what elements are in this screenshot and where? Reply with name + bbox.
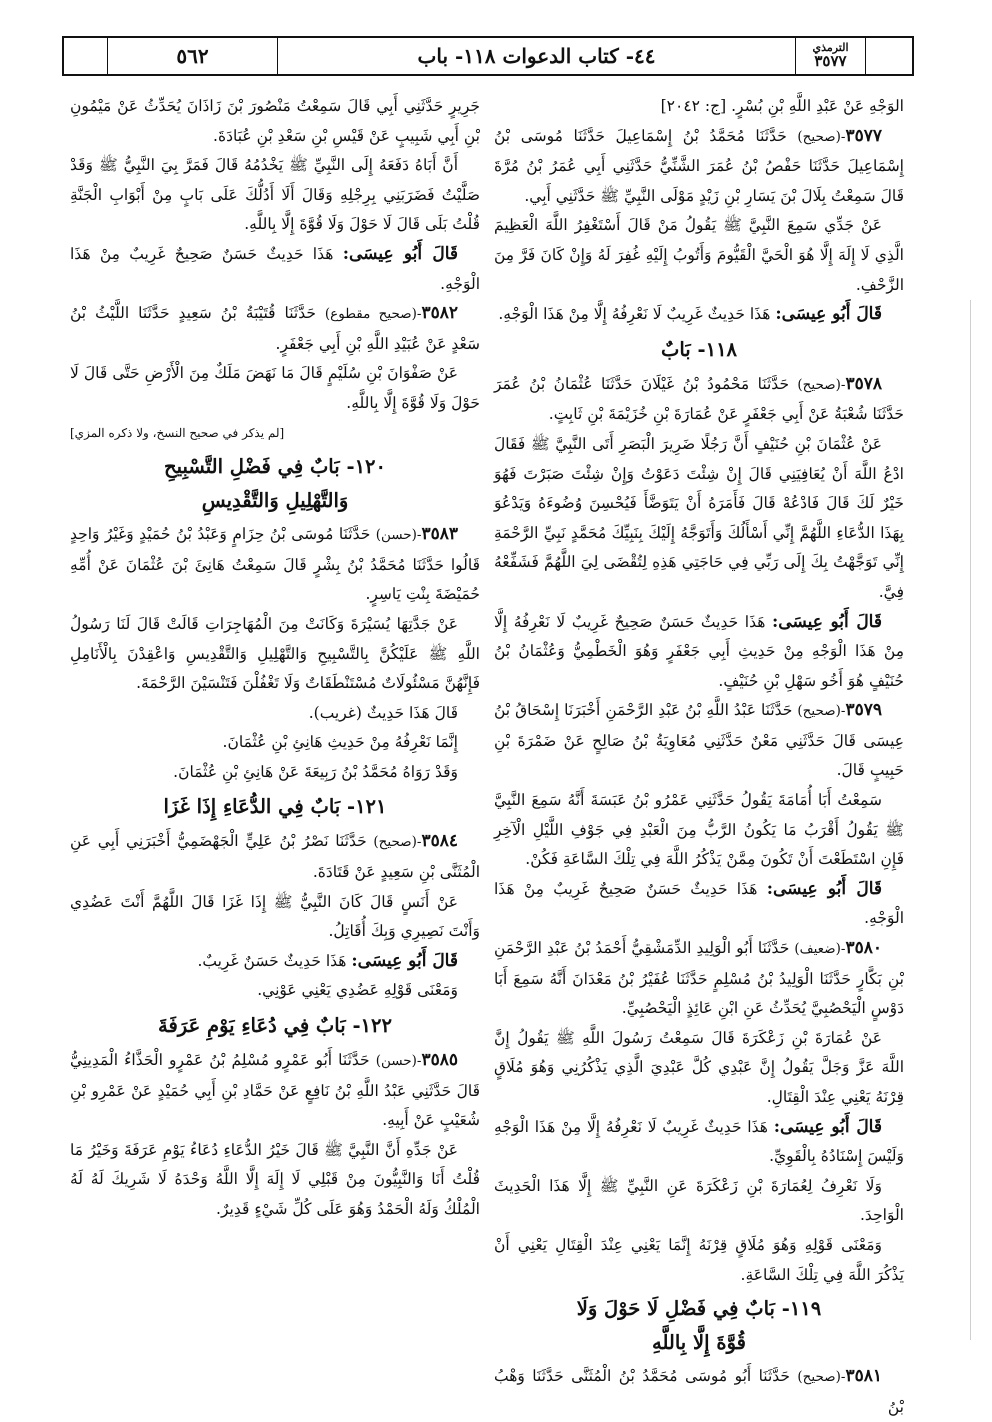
hadith-matn: عَنْ جَدِّهِ أَنَّ النَّبِيَّ ﷺ قَالَ خَيْرُ الدُّعَاءِ دُعَاءُ يَوْمِ عَرَفَةَ وَخَيْرُ مَا قُلْتُ أَنَا وَالنَّبِيُّونَ مِنْ قَبْلِي لَا إِلَهَ إِلَّا اللَّهُ وَحْدَهُ لَا شَرِيكَ لَهُ لَهُ الْمُلْكُ وَلَهُ الْحَمْدُ وَهُوَ عَلَى كُلِّ شَيْءٍ قَدِيرٌ.: [70, 1140, 480, 1218]
chapter-heading-120: [70, 450, 480, 518]
comment-text: هَذَا حَدِيثٌ غَرِيبٌ لَا نَعْرِفُهُ إِلَّا مِنْ هَذَا الْوَجْهِ وَلَيْسَ إِسْنَادُهُ بِالْقَوِيِّ.: [494, 1117, 904, 1166]
hadith-3577: [494, 122, 904, 212]
abu-isa-label: قَالَ أَبُو عِيسَى:: [773, 1116, 882, 1137]
page-header: [62, 36, 914, 76]
comment-text: هَذَا حَدِيثٌ حَسَنٌ صَحِيحٌ غَرِيبٌ لَا نَعْرِفُهُ إِلَّا مِنْ هَذَا الْوَجْهِ مِنْ حَدِيثِ أَبِي جَعْفَرٍ وَهُوَ الْخَطْمِيُّ وَعُثْمَانُ بْنُ حُنَيْفٍ هُوَ أَخُو سَهْلِ بْنِ حُنَيْفٍ.: [494, 612, 904, 690]
hadith-grade: -(صحيح): [797, 703, 846, 720]
paragraph: جَرِيرٍ حَدَّثَنِي أَبِي قَالَ سَمِعْتُ مَنْصُورَ بْنَ زَاذَانَ يُحَدِّثُ عَنْ مَيْمُونِ بْنِ أَبِي شَبِيبٍ عَنْ قَيْسِ بْنِ سَعْدِ بْنِ عُبَادَةَ.: [70, 97, 480, 145]
hadith-matn: عَنْ عُمَارَةَ بْنِ زَعْكَرَةَ قَالَ سَمِعْتُ رَسُولَ اللَّهِ ﷺ يَقُولُ إِنَّ اللَّهَ عَزَّ وَجَلَّ يَقُولُ إِنَّ عَبْدِي كُلَّ عَبْدِيَ الَّذِي يَذْكُرُنِي وَهُوَ مُلَاقٍ قِرْنَهُ يَعْنِي عِنْدَ الْقِتَالِ.: [494, 1028, 904, 1106]
hadith-isnad: حَدَّثَنَا مُحَمَّدُ بْنُ إِسْمَاعِيلَ حَدَّثَنَا مُوسَى بْنُ إِسْمَاعِيلَ حَدَّثَنَا حَفْصُ بْنُ عُمَرَ الشَّنِّيُّ حَدَّثَنِي أَبِي عُمَرُ بْنُ مُرَّةَ قَالَ سَمِعْتُ بِلَالَ بْنَ يَسَارِ بْنِ زَيْدٍ مَوْلَى النَّبِيِّ ﷺ حَدَّثَنِي أَبِي.: [494, 126, 904, 205]
abu-isa-label: قَالَ أَبُو عِيسَى:: [775, 304, 882, 325]
hadith-grade: -(صحيح): [797, 1369, 846, 1386]
hadith-range: ٣٥٧٧: [814, 51, 847, 70]
hadith-number: ٣٥٨٢: [421, 303, 458, 324]
abu-isa-comment: [494, 608, 904, 697]
abu-isa-comment: [494, 875, 904, 934]
right-column: [494, 92, 904, 1422]
header-blank-left: [64, 38, 108, 74]
hadith-number: ٣٥٧٨: [845, 373, 882, 394]
comment-text: هَذَا حَدِيثٌ حَسَنٌ صَحِيحٌ غَرِيبٌ مِنْ هَذَا الْوَجْهِ.: [494, 879, 904, 928]
comment-text: هَذَا حَدِيثٌ غَرِيبٌ لَا نَعْرِفُهُ إِلَّا مِنْ هَذَا الْوَجْهِ.: [498, 305, 776, 324]
hadith-matn: عَنْ أَنَسٍ قَالَ كَانَ النَّبِيُّ ﷺ إِذَا غَزَا قَالَ اللَّهُمَّ أَنْتَ عَضُدِي وَأَنْتَ نَصِيرِي وَبِكَ أُقَاتِلُ.: [70, 892, 480, 941]
hadith-isnad: حَدَّثَنَا مَحْمُودُ بْنُ غَيْلَانَ حَدَّثَنَا عُثْمَانُ بْنُ عُمَرَ حَدَّثَنَا شُعْبَةُ عَنْ أَبِي جَعْفَرٍ عَنْ عُمَارَةَ بْنِ خُزَيْمَةَ بْنِ ثَابِتٍ.: [494, 374, 904, 424]
abu-isa-comment: [70, 240, 480, 299]
hadith-grade: -(صحيح): [797, 128, 846, 145]
scan-edge-line: [970, 300, 971, 1340]
chapter-heading-118: ١١٨- بَابٌ: [660, 337, 738, 361]
hadith-3580: [494, 934, 904, 1024]
chapter-heading-line: وَالتَّهْلِيلِ وَالتَّقْدِيسِ: [201, 489, 349, 513]
paragraph: وَلَا نَعْرِفُ لِعُمَارَةَ بْنِ زَعْكَرَةَ عَنِ النَّبِيِّ ﷺ إِلَّا هَذَا الْحَدِيثَ الْوَاحِدَ.: [494, 1176, 904, 1225]
comment-text: هَذَا حَدِيثٌ حَسَنٌ صَحِيحٌ غَرِيبٌ مِنْ هَذَا الْوَجْهِ.: [70, 244, 480, 293]
hadith-3584: [70, 827, 480, 887]
chapter-heading-121: ١٢١- بَابٌ فِي الدُّعَاءِ إِذَا غَزَا: [163, 795, 387, 819]
hadith-isnad: حَدَّثَنَا أَبُو مُوسَى مُحَمَّدُ بْنُ الْمُثَنَّى حَدَّثَنَا وَهْبُ بْنُ: [494, 1367, 904, 1416]
hadith-isnad: حَدَّثَنَا أَبُو الْوَلِيدِ الدِّمَشْقِيُّ أَحْمَدُ بْنُ عَبْدِ الرَّحْمَنِ بْنِ بَكَّارٍ حَدَّثَنَا الْوَلِيدُ بْنُ مُسْلِمٍ حَدَّثَنَا عُفَيْرُ بْنُ مَعْدَانَ أَنَّهُ سَمِعَ أَبَا دَوْسٍ الْيَحْصُبِيَّ يُحَدِّثُ عَنِ ابْنِ عَائِذٍ الْيَحْصُبِيِّ.: [494, 939, 904, 1018]
paragraph: قَالَ هَذَا حَدِيثٌ (غريب).: [308, 703, 458, 722]
hadith-grade: -(صحيح): [797, 376, 846, 393]
hadith-3578: [494, 370, 904, 430]
hadith-grade: -(حسن): [375, 527, 422, 544]
abu-isa-label: قَالَ أَبُو عِيسَى:: [351, 950, 458, 971]
abu-isa-comment: [70, 947, 480, 977]
chapter-heading-119: [494, 1292, 904, 1360]
hadith-number: ٣٥٨٣: [421, 524, 458, 545]
hadith-number: ٣٥٧٧: [845, 125, 882, 146]
abu-isa-label: قَالَ أَبُو عِيسَى:: [342, 243, 458, 264]
paragraph: وَمَعْنَى قَوْلِهِ عَضُدِي يَعْنِي عَوْنِي.: [257, 981, 458, 1000]
hadith-isnad: حَدَّثَنَا مُوسَى بْنُ حِزَامٍ وَعَبْدُ بْنُ حُمَيْدٍ وَغَيْرُ وَاحِدٍ قَالُوا حَدَّثَنَا مُحَمَّدُ بْنُ بِشْرٍ قَالَ سَمِعْتُ هَانِئَ بْنَ عُثْمَانَ عَنْ أُمِّهِ حُمَيْضَةَ بِنْتِ يَاسِرٍ.: [70, 525, 480, 604]
hadith-matn: عَنْ جَدِّي سَمِعَ النَّبِيَّ ﷺ يَقُولُ مَنْ قَالَ أَسْتَغْفِرُ اللَّهَ الْعَظِيمَ الَّذِي لَا إِلَهَ إِلَّا هُوَ الْحَيَّ الْقَيُّومَ وَأَتُوبُ إِلَيْهِ غُفِرَ لَهُ وَإِنْ كَانَ فَرَّ مِنَ الزَّحْفِ.: [494, 216, 904, 294]
hadith-isnad: حَدَّثَنَا نَصْرُ بْنُ عَلِيٍّ الْجَهْضَمِيُّ أَخْبَرَنِي أَبِي عَنِ الْمُثَنَّى بْنِ سَعِيدٍ عَنْ قَتَادَةَ.: [70, 832, 480, 882]
hadith-3579: [494, 696, 904, 786]
header-source-box: [796, 38, 866, 74]
abu-isa-comment: [494, 1113, 904, 1172]
page-number: ٥٦٢: [108, 38, 278, 74]
hadith-grade: -(ضعيف): [794, 941, 846, 958]
left-column: [70, 92, 480, 1225]
hadith-number: ٣٥٨٤: [421, 831, 458, 852]
hadith-isnad: حَدَّثَنَا أَبُو عَمْرٍو مُسْلِمُ بْنُ عَمْرٍو الْحَذَّاءُ الْمَدِينِيُّ قَالَ حَدَّثَنِي عَبْدُ اللَّهِ بْنُ نَافِعٍ عَنْ حَمَّادِ بْنِ أَبِي حُمَيْدٍ عَنْ عَمْرِو بْنِ شُعَيْبٍ عَنْ أَبِيهِ.: [70, 1051, 480, 1130]
chapter-heading-line: قُوَّةَ إِلَّا بِاللَّهِ: [652, 1331, 746, 1355]
abu-isa-label: قَالَ أَبُو عِيسَى:: [772, 611, 882, 632]
hadith-number: ٣٥٨١: [845, 1366, 882, 1387]
hadith-matn: سَمِعْتُ أَبَا أُمَامَةَ يَقُولُ حَدَّثَنِي عَمْرُو بْنُ عَبَسَةَ أَنَّهُ سَمِعَ النَّبِيَّ ﷺ يَقُولُ أَقْرَبُ مَا يَكُونُ الرَّبُّ مِنَ الْعَبْدِ فِي جَوْفِ اللَّيْلِ الْآخِرِ فَإِنِ اسْتَطَعْتَ أَنْ تَكُونَ مِمَّنْ يَذْكُرُ اللَّهَ فِي تِلْكَ السَّاعَةِ فَكُنْ.: [494, 791, 904, 869]
hadith-isnad: حَدَّثَنَا عَبْدُ اللَّهِ بْنُ عَبْدِ الرَّحْمَنِ أَخْبَرَنَا إِسْحَاقُ بْنُ عِيسَى قَالَ حَدَّثَنِي مَعْنٌ حَدَّثَنِي مُعَاوِيَةُ بْنُ صَالِحٍ عَنْ ضَمْرَةَ بْنِ حَبِيبٍ قَالَ.: [494, 701, 904, 780]
hadith-matn: أَنَّ أَبَاهُ دَفَعَهُ إِلَى النَّبِيِّ ﷺ يَخْدُمُهُ قَالَ فَمَرَّ بِيَ النَّبِيُّ ﷺ وَقَدْ صَلَّيْتُ فَضَرَبَنِي بِرِجْلِهِ وَقَالَ أَلَا أَدُلُّكَ عَلَى بَابٍ مِنْ أَبْوَابِ الْجَنَّةِ قُلْتُ بَلَى قَالَ لَا حَوْلَ وَلَا قُوَّةَ إِلَّا بِاللَّهِ.: [70, 156, 480, 234]
hadith-isnad: حَدَّثَنَا قُتَيْبَةُ بْنُ سَعِيدٍ حَدَّثَنَا اللَّيْثُ بْنُ سَعْدٍ عَنْ عُبَيْدِ اللَّهِ بْنِ أَبِي جَعْفَرٍ.: [70, 304, 480, 353]
hadith-3583: [70, 520, 480, 610]
paragraph: وَقَدْ رَوَاهُ مُحَمَّدُ بْنُ رَبِيعَةَ عَنْ هَانِئِ بْنِ عُثْمَانَ.: [173, 762, 458, 781]
hadith-3582: [70, 299, 480, 359]
hadith-number: ٣٥٧٩: [845, 700, 882, 721]
hadith-grade: -(حسن): [375, 1053, 422, 1070]
hadith-matn: عَنْ عُثْمَانَ بْنِ حُنَيْفٍ أَنَّ رَجُلًا ضَرِيرَ الْبَصَرِ أَتَى النَّبِيَّ ﷺ فَقَالَ ادْعُ اللَّهَ أَنْ يُعَافِيَنِي قَالَ إِنْ شِئْتَ دَعَوْتُ وَإِنْ شِئْتَ صَبَرْتَ فَهُوَ خَيْرٌ لَكَ قَالَ فَادْعُهْ قَالَ فَأَمَرَهُ أَنْ يَتَوَضَّأَ فَيُحْسِنَ وُضُوءَهُ وَيَدْعُوَ بِهَذَا الدُّعَاءِ اللَّهُمَّ إِنِّي أَسْأَلُكَ وَأَتَوَجَّهُ إِلَيْكَ بِنَبِيِّكَ مُحَمَّدٍ نَبِيِّ الرَّحْمَةِ إِنِّي تَوَجَّهْتُ بِكَ إِلَى رَبِّي فِي حَاجَتِي هَذِهِ لِتُقْضَى لِيَ اللَّهُمَّ فَشَفِّعْهُ فِيَّ.: [494, 434, 904, 601]
chapter-heading-line: ١٢٠- بَابٌ فِي فَضْلِ التَّسْبِيحِ: [164, 455, 386, 479]
hadith-number: ٣٥٨٥: [421, 1050, 458, 1071]
comment-text: هَذَا حَدِيثٌ حَسَنٌ غَرِيبٌ.: [197, 951, 352, 970]
hadith-3585: [70, 1046, 480, 1136]
paragraph: الوَجْهِ عَنْ عَبْدِ اللَّهِ بْنِ بُسْرٍ. [ج: ٢٠٤٢]: [660, 97, 904, 115]
book-title: ٤٤- كتاب الدعوات ١١٨- باب: [278, 38, 796, 74]
source-label: الترمذي: [812, 41, 849, 55]
abu-isa-label: قَالَ أَبُو عِيسَى:: [766, 878, 882, 899]
hadith-number: ٣٥٨٠: [845, 938, 882, 959]
header-blank-right: [866, 38, 912, 74]
abu-isa-comment: [494, 300, 904, 330]
hadith-3581: [494, 1362, 904, 1422]
hadith-grade: -(صحيح مقطوع): [324, 306, 422, 323]
hadith-grade: -(صحيح): [373, 834, 422, 851]
chapter-heading-line: ١١٩- بَابٌ فِي فَضْلِ لَا حَوْلَ وَلَا: [576, 1297, 822, 1321]
hadith-matn: عَنْ جَدَّتِهَا يُسَيْرَةَ وَكَانَتْ مِنَ الْمُهَاجِرَاتِ قَالَتْ قَالَ لَنَا رَسُولُ اللَّهِ ﷺ عَلَيْكُنَّ بِالتَّسْبِيحِ وَالتَّهْلِيلِ وَالتَّقْدِيسِ وَاعْقِدْنَ بِالْأَنَامِلِ فَإِنَّهُنَّ مَسْئُولَاتٌ مُسْتَنْطَقَاتٌ وَلَا تَغْفُلْنَ فَتَنْسَيْنَ الرَّحْمَةَ.: [70, 614, 480, 693]
paragraph: إِنَّمَا نَعْرِفُهُ مِنْ حَدِيثِ هَانِئِ بْنِ عُثْمَانَ.: [222, 733, 458, 752]
paragraph: وَمَعْنَى قَوْلِهِ وَهُوَ مُلَاقٍ قِرْنَهُ إِنَّمَا يَعْنِي عِنْدَ الْقِتَالِ يَعْنِي أَنْ يَذْكُرَ اللَّهَ فِي تِلْكَ السَّاعَةِ.: [494, 1235, 904, 1284]
editor-note: [لم يذكر في صحيح النسخ، ولا ذكره المزي]: [70, 425, 285, 440]
chapter-heading-122: ١٢٢- بَابٌ فِي دُعَاءِ يَوْمِ عَرَفَةَ: [158, 1014, 392, 1038]
hadith-matn: عَنْ صَفْوَانَ بْنِ سُلَيْمٍ قَالَ مَا نَهَضَ مَلَكٌ مِنَ الْأَرْضِ حَتَّى قَالَ لَا حَوْلَ وَلَا قُوَّةَ إِلَّا بِاللَّهِ.: [70, 364, 480, 412]
